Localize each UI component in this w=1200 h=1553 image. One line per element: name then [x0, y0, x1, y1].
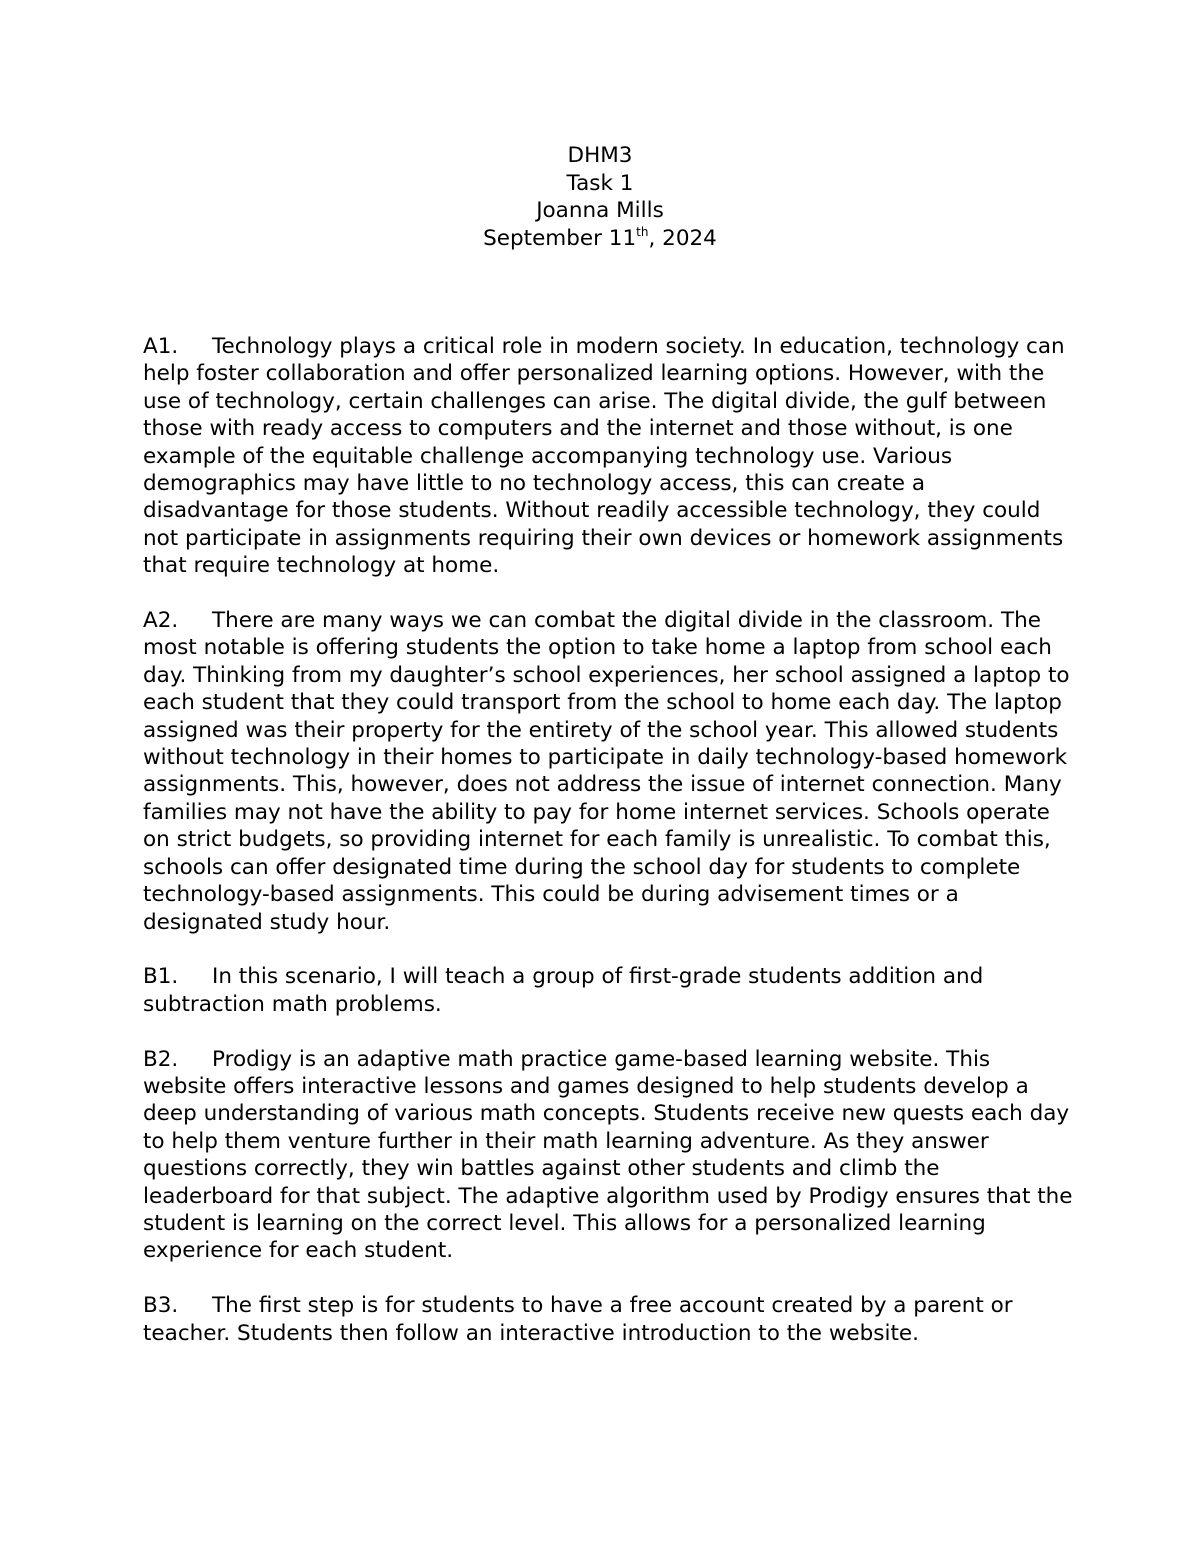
- section-label: B1.: [143, 964, 179, 990]
- section-b3: [143, 1292, 1073, 1347]
- section-text: In this scenario, I will teach a group of first-grade students addition and subtraction math problems.: [143, 964, 984, 1017]
- section-label: B3.: [143, 1293, 179, 1319]
- section-text: There are many ways we can combat the digital divide in the classroom. The most notable is offering students the option to take home a laptop from school each day. Thinking from my daughter’s school experiences, her school assigned a laptop to each student that they could transport from the school to home each day. The laptop assigned was their property for the entirety of the school year. This allowed students without technology in their homes to participate in daily technology-based homework assignments. This, however, does not address the issue of internet connection. Many families may not have the ability to pay for home internet services. Schools operate on strict budgets, so providing internet for each family is unrealistic. To combat this, schools can offer designated time during the school day for students to complete technology-based assignments. This could be during advisement times or a designated study hour.: [143, 608, 1070, 935]
- section-label: B2.: [143, 1046, 179, 1072]
- title-block: [0, 142, 1200, 252]
- section-text: Prodigy is an adaptive math practice game-based learning website. This website offers interactive lessons and games designed to help students develop a deep understanding of various math concepts. Students receive new quests each day to help them venture further in their math learning adventure. As they answer questions correctly, they win battles against other students and climb the leaderboard for that subject. The adaptive algorithm used by Prodigy ensures that the student is learning on the correct level. This allows for a personalized learning experience for each student.: [143, 1046, 1073, 1264]
- section-a2: [143, 607, 1073, 936]
- author-name: Joanna Mills: [536, 198, 664, 223]
- date-suffix: , 2024: [648, 225, 717, 251]
- document-date: [0, 225, 1200, 253]
- task-title: Task 1: [566, 170, 634, 196]
- course-code: DHM3: [567, 143, 633, 168]
- section-text: The first step is for students to have a free account created by a parent or teacher. Students then follow an interactive introduction to the website.: [143, 1293, 1013, 1346]
- date-superscript: th: [636, 224, 649, 239]
- section-b1: [143, 963, 1073, 1018]
- section-a1: [143, 333, 1073, 580]
- section-label: A2.: [143, 608, 179, 634]
- section-label: A1.: [143, 334, 179, 359]
- section-text: Technology plays a critical role in modern society. In education, technology can help foster collaboration and offer personalized learning options. However, with the use of technology, certain challenges can arise. The digital divide, the gulf between those with ready access to computers and the internet and those without, is one example of the equitable challenge accompanying technology use. Various demographics may have little to no technology access, this can create a disadvantage for those students. Without readily accessible technology, they could not participate in assignments requiring their own devices or homework assignments that require technology at home.: [143, 334, 1065, 579]
- document-body: [143, 333, 1073, 1374]
- date-prefix: September 11: [483, 225, 637, 251]
- section-b2: [143, 1046, 1073, 1265]
